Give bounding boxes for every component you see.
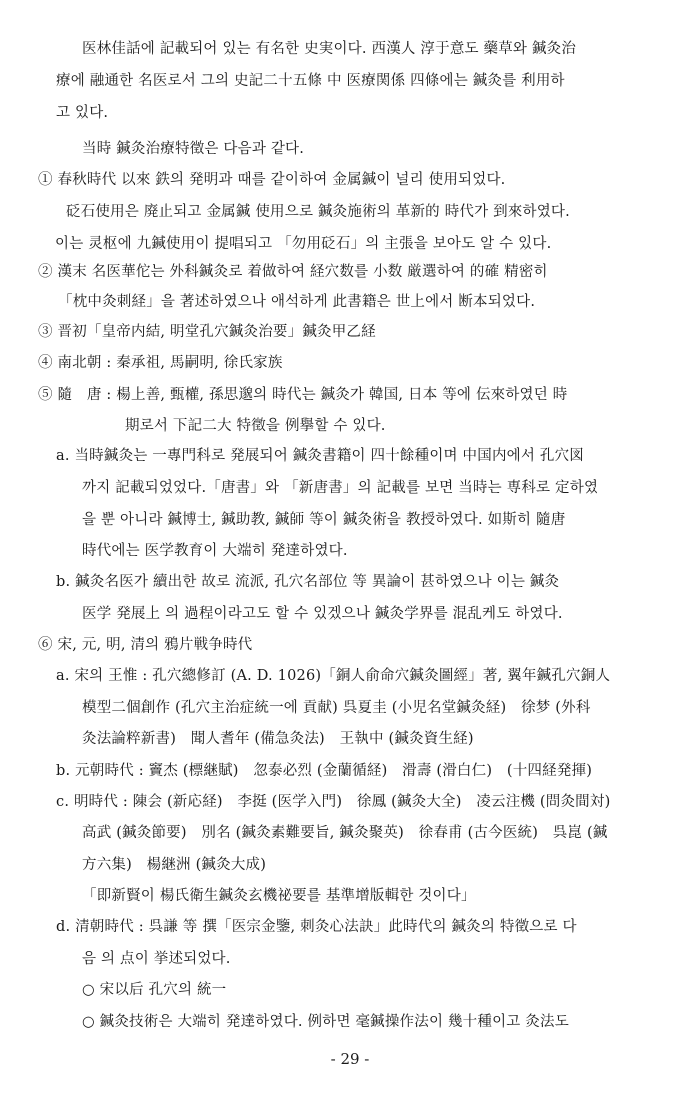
sub-item-b: b. 鍼灸名医가 續出한 故로 流派, 孔穴名部位 等 異論이 甚하였으나 이는 鍼灸 bbox=[56, 574, 560, 590]
item-5-heading: ⑤ 隨 唐 : 楊上善, 甄權, 孫思邈의 時代는 鍼灸가 韓国, 日本 等에 伝來하였던 時 bbox=[38, 387, 568, 403]
sub-item-text: 까지 記載되었었다.「唐書」와 「新唐書」의 記載를 보면 当時는 専科로 定하였 bbox=[82, 480, 599, 496]
sub-item-text: 음 의 点이 挙述되었다. bbox=[82, 951, 231, 967]
item-1-heading: ① 春秋時代 以來 鉄의 発明과 때를 같이하여 金属鍼이 널리 使用되었다. bbox=[38, 172, 506, 188]
sub-item-text: 医学 発展上 의 過程이라고도 할 수 있겠으나 鍼灸学界를 混乱케도 하였다. bbox=[82, 606, 563, 622]
item-4-heading: ④ 南北朝 : 秦承祖, 馬嗣明, 徐氏家族 bbox=[38, 355, 283, 371]
item-6-heading: ⑥ 宋, 元, 明, 清의 鴉片戦争時代 bbox=[38, 637, 253, 653]
sub-item-d: d. 清朝時代 : 呉謙 等 撰「医宗金鑒, 刺灸心法訣」此時代의 鍼灸의 特徵으로 다 bbox=[56, 919, 577, 935]
intro-line-3: 고 있다. bbox=[56, 105, 109, 121]
intro-line-2: 療에 融通한 名医로서 그의 史記二十五條 中 医療関係 四條에는 鍼灸를 利用하 bbox=[56, 73, 565, 89]
sub-item-text: 高武 (鍼灸節要) 別名 (鍼灸素難要旨, 鍼灸聚英) 徐春甫 (古今医統) 呉崑 (鍼 bbox=[82, 825, 608, 841]
sub-item-b: b. 元朝時代 : 竇杰 (標継賦) 忽泰必烈 (金蘭循経) 滑壽 (滑白仁) (十四経発揮) bbox=[56, 763, 593, 779]
sub-item-text: 을 뿐 아니라 鍼博士, 鍼助教, 鍼師 等이 鍼灸術을 教授하였다. 如斯히 隨唐 bbox=[82, 512, 566, 528]
item-2-text: 「枕中灸刺経」을 著述하였으나 애석하게 此書籍은 世上에서 断本되었다. bbox=[58, 294, 536, 310]
sub-item-text: 灸法論粹新書) 聞人耆年 (備急灸法) 王執中 (鍼灸資生経) bbox=[82, 731, 474, 747]
intro-line-1: 医林佳話에 記載되어 있는 有名한 史実이다. 西漢人 淳于意도 藥草와 鍼灸治 bbox=[82, 41, 577, 57]
item-5-text: 期로서 下記二大 特徵을 例擧할 수 있다. bbox=[125, 418, 386, 434]
quote-line: 「即新賢이 楊氏衛生鍼灸玄機祕要를 基準增版輯한 것이다」 bbox=[82, 888, 476, 904]
item-1-text: 砭石使用은 廃止되고 金属鍼 使用으로 鍼灸施術의 革新的 時代가 到來하였다. bbox=[66, 204, 570, 220]
item-1-text: 이는 灵枢에 九鍼使用이 提唱되고 「勿用砭石」의 主張을 보아도 알 수 있다. bbox=[55, 236, 552, 252]
sub-item-text: 模型二個創作 (孔穴主治症統一에 貢献) 呉夏圭 (小児名堂鍼灸経) 徐梦 (外科 bbox=[82, 700, 591, 716]
sub-item-text: 時代에는 医学教育이 大端히 発達하였다. bbox=[82, 543, 348, 559]
features-intro: 当時 鍼灸治療特徵은 다음과 같다. bbox=[82, 141, 305, 157]
item-2-heading: ② 漢末 名医華佗는 外科鍼灸로 着做하여 経穴数를 小数 厳選하여 的確 精密히 bbox=[38, 264, 548, 280]
sub-item-c: c. 明時代 : 陳会 (新応経) 李挺 (医学入門) 徐鳳 (鍼灸大全) 凌云注機 (問灸間対) bbox=[56, 794, 611, 810]
sub-item-a: a. 当時鍼灸는 一專門科로 発展되어 鍼灸書籍이 四十餘種이며 中国内에서 孔穴図 bbox=[56, 448, 584, 464]
item-3-heading: ③ 晋初「皇帝内結, 明堂孔穴鍼灸治要」鍼灸甲乙経 bbox=[38, 324, 376, 340]
sub-item-a: a. 宋의 王惟 : 孔穴總修訂 (A. D. 1026)「銅人俞命穴鍼灸圖經」著, 翼年鍼孔穴銅人 bbox=[56, 668, 611, 684]
page-number: - 29 - bbox=[330, 1050, 370, 1068]
bullet-item: ○ 鍼灸技術은 大端히 発達하였다. 例하면 毫鍼操作法이 幾十種이고 灸法도 bbox=[82, 1014, 569, 1030]
bullet-item: ○ 宋以后 孔穴의 統一 bbox=[82, 982, 227, 998]
sub-item-text: 方六集) 楊継洲 (鍼灸大成) bbox=[82, 857, 267, 873]
